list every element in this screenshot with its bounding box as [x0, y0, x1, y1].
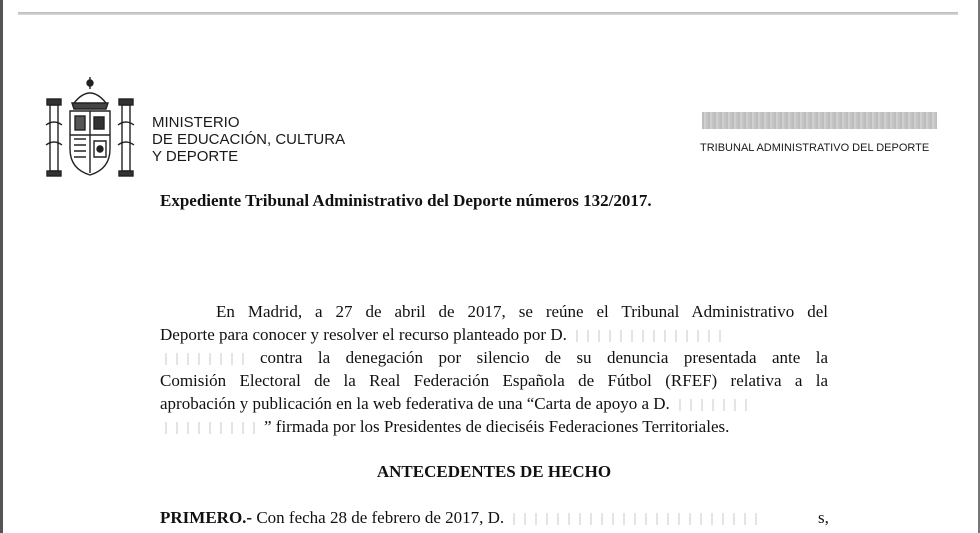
redacted-name: [160, 422, 260, 434]
paragraph-line-text: Deporte para conocer y resolver el recurso planteado por D.: [160, 325, 567, 344]
expediente-title: Expediente Tribunal Administrativo del Deporte números 132/2017.: [160, 191, 652, 210]
tribunal-label: TRIBUNAL ADMINISTRATIVO DEL DEPORTE: [700, 142, 930, 154]
ministry-name: [152, 114, 345, 165]
paragraph-line: Comisión Electoral de la Real Federación Española de Fútbol (RFEF) relativa a la: [160, 371, 828, 390]
spain-coat-of-arms-icon: [44, 75, 136, 183]
paragraph-line: ” firmada por los Presidentes de dieciséis Federaciones Territoriales.: [264, 417, 730, 436]
redacted-name: [674, 399, 754, 411]
redacted-name: [160, 353, 250, 365]
redacted-name: [571, 330, 721, 342]
paragraph-line: [160, 394, 754, 414]
paragraph-line: contra la denegación por silencio de su denuncia presentada ante la: [260, 348, 828, 367]
paragraph-line-text: aprobación y publicación en la web federativa de una “Carta de apoyo a D.: [160, 394, 670, 413]
section-heading: ANTECEDENTES DE HECHO: [376, 462, 612, 481]
ministry-line: Y DEPORTE: [152, 148, 239, 165]
paragraph-line: [160, 325, 721, 345]
primero-label: PRIMERO.-: [160, 508, 253, 527]
redacted-name: [508, 513, 758, 525]
primero-text: Con fecha 28 de febrero de 2017, D.: [256, 508, 505, 527]
redacted-block: [702, 112, 937, 129]
ministry-line: MINISTERIO: [152, 114, 240, 131]
ministry-line: DE EDUCACIÓN, CULTURA: [152, 131, 346, 148]
top-scan-rule: [18, 12, 958, 15]
page-frame-left: [0, 0, 3, 533]
primero-line: [160, 508, 758, 528]
paragraph-line: En Madrid, a 27 de abril de 2017, se reúne el Tribunal Administrativo del: [216, 302, 828, 321]
primero-trailing: s,: [818, 508, 829, 527]
